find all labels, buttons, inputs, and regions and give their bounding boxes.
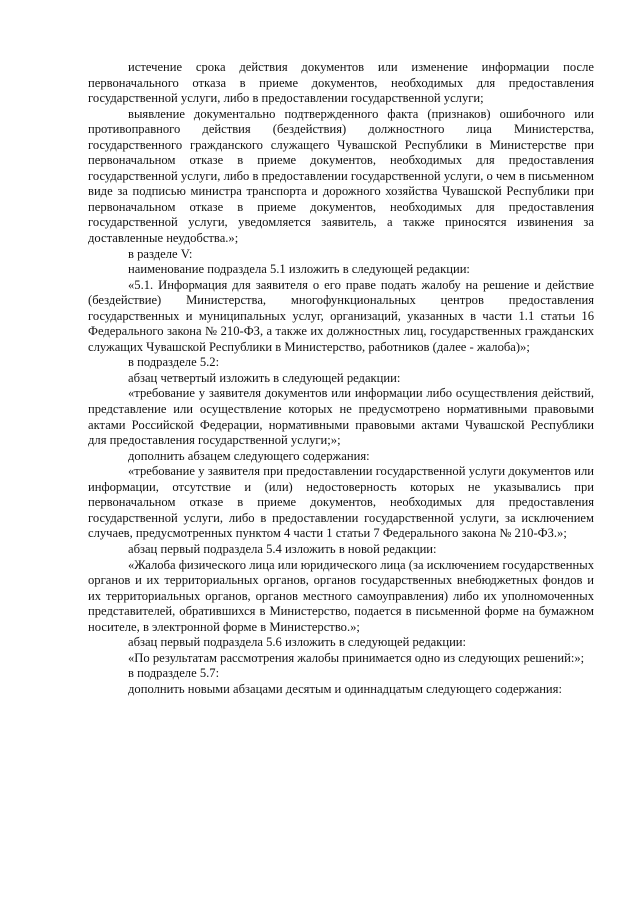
paragraph-document-validity: истечение срока действия документов или изменение информации после первоначального отказа в приеме документов, необходимых для предоставления государственной услуги, либо в предоставлении государственной услуги;	[88, 60, 594, 106]
paragraph-fourth-abzac-instruction: абзац четвертый изложить в следующей редакции:	[128, 370, 401, 385]
paragraph-5-6-instruction: абзац первый подраздела 5.6 изложить в следующей редакции:	[128, 635, 467, 650]
paragraph-5-1-text: «5.1. Информация для заявителя о его праве подать жалобу на решение и действие (бездействие) Министерства, многофункциональных центров предоставления государственных и муниципальных услуг, организаций, указанных в части 1.1 статьи 16 Федерального закона № 210-ФЗ, а также их должностных лиц, государственных гражданских служащих Чувашской Республики в Министерство, работников (далее - жалоба)»;	[88, 277, 594, 354]
paragraph-section-v: в разделе V:	[128, 246, 193, 261]
paragraph-review-results: «По результатам рассмотрения жалобы принимается одно из следующих решений:»;	[128, 650, 585, 665]
document-body	[88, 60, 594, 697]
paragraph-add-new-abzacs: дополнить новыми абзацами десятым и одиннадцатым следующего содержания:	[128, 681, 562, 696]
paragraph-subsection-5-2: в подразделе 5.2:	[128, 355, 220, 370]
paragraph-requirement-documents: «требование у заявителя документов или информации либо осуществления действий, представление или осуществление которых не предусмотрено нормативными правовыми актами Российской Федерации, нормативными правовыми актами Чувашской Республики для предоставления государственной услуги;»;	[88, 386, 594, 448]
paragraph-complaint-submission: «Жалоба физического лица или юридического лица (за исключением государственных органов и их территориальных органов, органов государственных внебюджетных фондов и их территориальных органов, органов местного самоуправления) либо их уполномоченных представителей, обратившихся в Министерство, подается в письменной форме на бумажном носителе, в электронной форме в Министерство.»;	[88, 557, 594, 634]
paragraph-title-5-1-instruction: наименование подраздела 5.1 изложить в следующей редакции:	[128, 262, 470, 277]
paragraph-subsection-5-7: в подразделе 5.7:	[128, 666, 220, 681]
paragraph-erroneous-action: выявление документально подтвержденного факта (признаков) ошибочного или противоправного действия (бездействия) должностного лица Министерства, государственного гражданского служащего Чувашской Республики в Министерстве при первоначальном отказе в приеме документов, необходимых для предоставления государственной услуги, либо в предоставлении государственной услуги, о чем в письменном виде за подписью министра транспорта и дорожного хозяйства Чувашской Республики при первоначальном отказе в приеме документов, необходимых для предоставления государственной услуги, уведомляется заявитель, а также приносятся извинения за доставленные неудобства.»;	[88, 106, 594, 246]
paragraph-5-4-instruction: абзац первый подраздела 5.4 изложить в новой редакции:	[128, 541, 437, 556]
paragraph-add-abzac-instruction: дополнить абзацем следующего содержания:	[128, 448, 370, 463]
paragraph-requirement-missing-info: «требование у заявителя при предоставлении государственной услуги документов или информации, отсутствие и (или) недостоверность которых не указывались при первоначальном отказе в приеме документов, необходимых для предоставления государственной услуги, либо в предоставлении государственной услуги, за исключением случаев, предусмотренных пунктом 4 части 1 статьи 7 Федерального закона № 210-ФЗ.»;	[88, 464, 594, 541]
